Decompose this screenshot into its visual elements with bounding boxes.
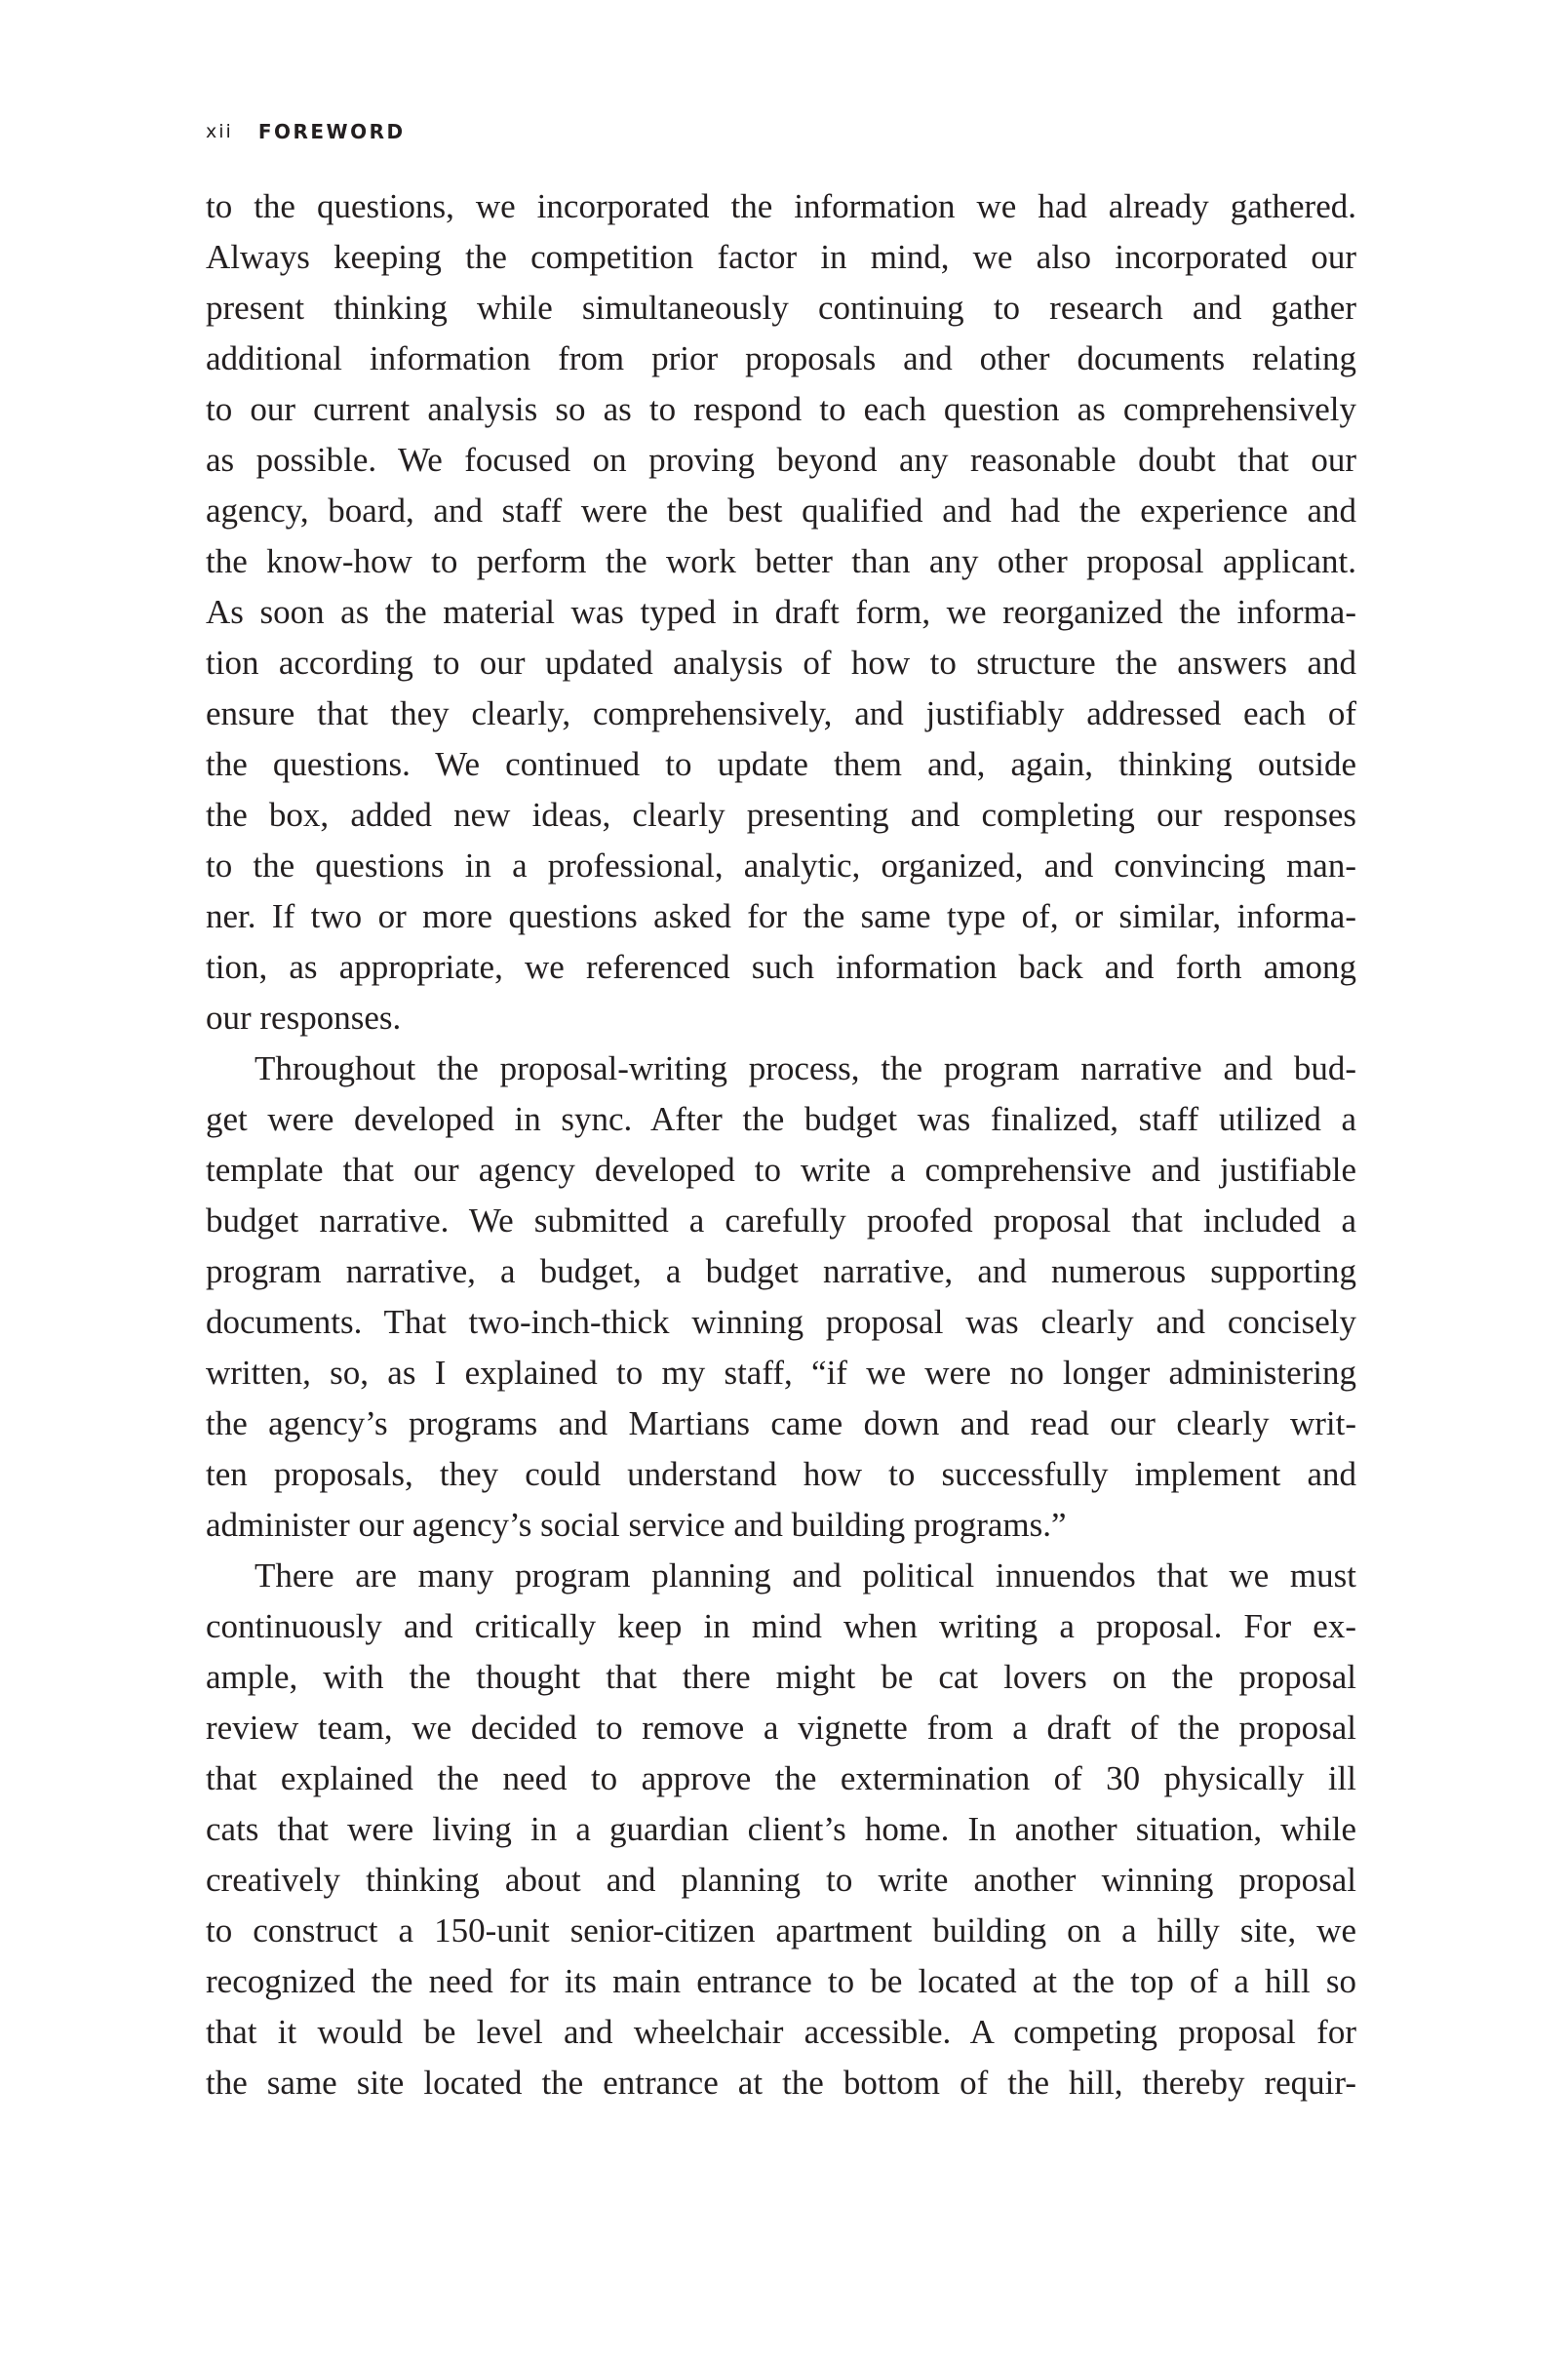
text-line: continuously and critically keep in mind when writing a proposal. For ex- [206, 1607, 1356, 1645]
text-line: that explained the need to approve the extermination of 30 physically ill [206, 1759, 1356, 1797]
text-line: to construct a 150-unit senior-citizen apartment building on a hilly site, we [206, 1911, 1356, 1949]
page-number: xii [206, 121, 233, 142]
text-line: template that our agency developed to write a comprehensive and justifiable [206, 1151, 1356, 1189]
paragraph [206, 1044, 1356, 1551]
text-line: ten proposals, they could understand how to successfully implement and [206, 1455, 1356, 1493]
text-line: Always keeping the competition factor in mind, we also incorporated our [206, 238, 1356, 276]
text-line: There are many program planning and political innuendos that we must [255, 1556, 1356, 1595]
text-line: to our current analysis so as to respond to each question as comprehensively [206, 390, 1356, 428]
text-line: program narrative, a budget, a budget narrative, and numerous supporting [206, 1252, 1356, 1290]
text-line: ner. If two or more questions asked for the same type of, or similar, informa- [206, 897, 1356, 935]
text-line: the agency’s programs and Martians came down and read our clearly writ- [206, 1404, 1356, 1442]
paragraph [206, 1551, 1356, 2108]
running-head [206, 117, 406, 146]
text-line: to the questions in a professional, analytic, organized, and convincing man- [206, 847, 1356, 885]
text-line: written, so, as I explained to my staff, “if we were no longer administering [206, 1354, 1356, 1392]
text-line: ensure that they clearly, comprehensively, and justifiably addressed each of [206, 694, 1356, 732]
text-line: the same site located the entrance at the bottom of the hill, thereby requir- [206, 2064, 1356, 2102]
text-line: As soon as the material was typed in draft form, we reorganized the informa- [206, 593, 1356, 631]
text-line: to the questions, we incorporated the information we had already gathered. [206, 187, 1356, 225]
text-line: present thinking while simultaneously continuing to research and gather [206, 289, 1356, 327]
paragraph [206, 181, 1356, 1044]
text-line: Throughout the proposal-writing process, the program narrative and bud- [255, 1049, 1356, 1087]
text-line: cats that were living in a guardian client’s home. In another situation, while [206, 1810, 1356, 1848]
text-line: additional information from prior proposals and other documents relating [206, 339, 1356, 377]
text-line: tion, as appropriate, we referenced such information back and forth among [206, 948, 1356, 986]
section-title: FOREWORD [257, 120, 406, 143]
text-line: the questions. We continued to update them and, again, thinking outside [206, 745, 1356, 783]
text-line: tion according to our updated analysis of how to structure the answers and [206, 644, 1356, 682]
text-line: that it would be level and wheelchair accessible. A competing proposal for [206, 2013, 1356, 2051]
text-line: recognized the need for its main entrance to be located at the top of a hill so [206, 1962, 1356, 2000]
text-line: ample, with the thought that there might be cat lovers on the proposal [206, 1658, 1356, 1696]
text-line: the box, added new ideas, clearly presenting and completing our responses [206, 796, 1356, 834]
text-line: documents. That two-inch-thick winning proposal was clearly and concisely [206, 1303, 1356, 1341]
text-line: administer our agency’s social service and building programs.” [206, 1506, 1067, 1544]
body-text [206, 181, 1356, 2108]
text-line: get were developed in sync. After the budget was finalized, staff utilized a [206, 1100, 1356, 1138]
text-line: review team, we decided to remove a vignette from a draft of the proposal [206, 1709, 1356, 1747]
text-line: our responses. [206, 999, 402, 1037]
text-line: as possible. We focused on proving beyond any reasonable doubt that our [206, 441, 1356, 479]
text-line: agency, board, and staff were the best qualified and had the experience and [206, 492, 1356, 530]
text-line: budget narrative. We submitted a carefully proofed proposal that included a [206, 1201, 1356, 1240]
text-line: creatively thinking about and planning to write another winning proposal [206, 1861, 1356, 1899]
text-line: the know-how to perform the work better than any other proposal applicant. [206, 542, 1356, 580]
